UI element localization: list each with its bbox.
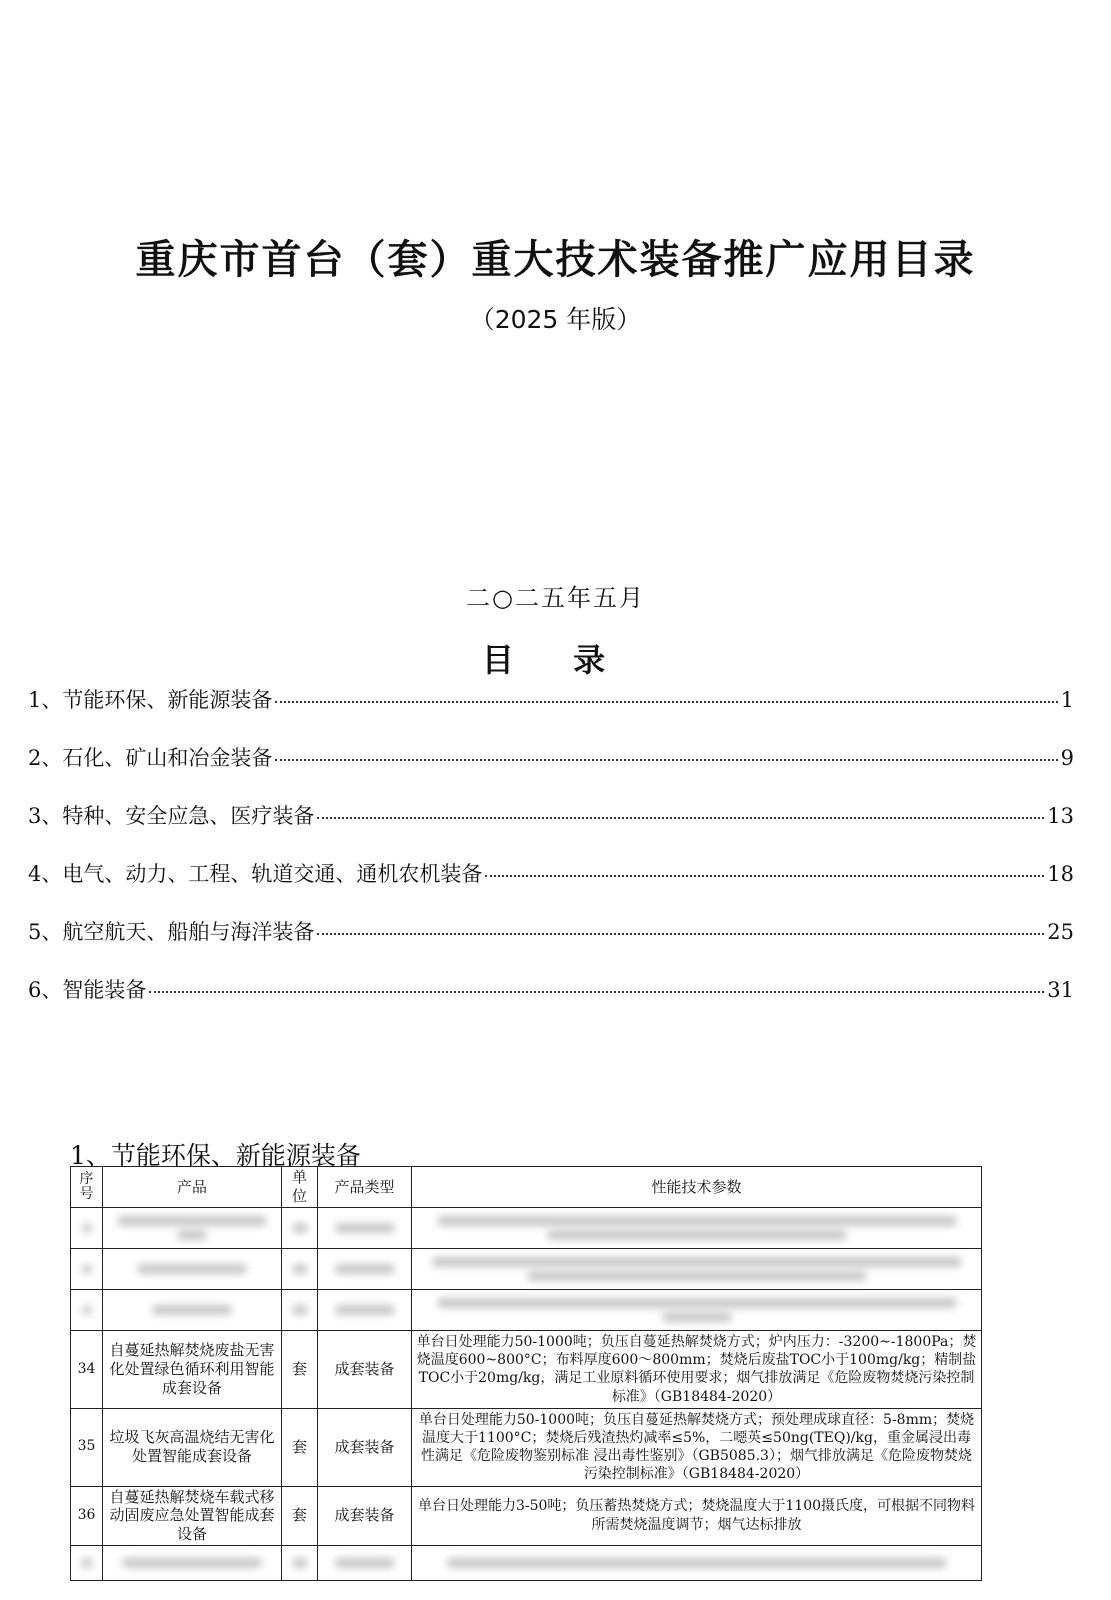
redacted-cell [412, 1249, 982, 1290]
toc-leader-dots [317, 933, 1044, 935]
toc-leader-dots [317, 817, 1044, 819]
equipment-table [70, 1166, 982, 1581]
toc-item-number: 5、 [28, 920, 63, 944]
row-type: 成套装备 [318, 1486, 412, 1545]
toc-item-label: 石化、矿山和冶金装备 [62, 746, 273, 770]
document-title: 重庆市首台（套）重大技术装备推广应用目录 [135, 236, 976, 283]
toc-item-page: 25 [1047, 920, 1074, 944]
redacted-cell [318, 1545, 412, 1580]
edition-label: （2025 年版） [469, 305, 642, 334]
redacted-cell [412, 1208, 982, 1249]
redacted-cell [103, 1208, 282, 1249]
row-type: 成套装备 [318, 1408, 412, 1486]
redacted-cell [282, 1249, 318, 1290]
table-row [71, 1331, 982, 1409]
header-params: 性能技术参数 [412, 1167, 982, 1208]
toc-item[interactable] [28, 858, 1074, 916]
toc-item[interactable] [28, 974, 1074, 1032]
header-unit: 单位 [282, 1167, 318, 1208]
toc-item-label: 电气、动力、工程、轨道交通、通机农机装备 [62, 862, 483, 886]
redacted-cell [103, 1290, 282, 1331]
table-header-row [71, 1167, 982, 1208]
row-seq: 34 [71, 1331, 103, 1409]
toc-item-page: 18 [1047, 862, 1074, 886]
toc-leader-dots [275, 759, 1057, 761]
redacted-cell [412, 1290, 982, 1331]
row-params: 单台日处理能力50-1000吨；负压自蔓延热解焚烧方式；预处理成球直径：5-8mm；焚烧温度大于1100°C；焚烧后残渣热灼减率≤5%，二噁英≤50ng(TEQ)/kg，重金属浸出毒性满足《危险废物鉴别标准 浸出毒性鉴别》（GB5085.3）；烟气排放满足《危险废物焚烧污染控制标准》（GB18484-2020） [412, 1408, 982, 1486]
redacted-cell [282, 1290, 318, 1331]
toc-item-number: 1、 [28, 688, 63, 712]
redacted-cell [103, 1545, 282, 1580]
toc-item-page: 13 [1047, 804, 1074, 828]
redacted-row [71, 1545, 982, 1580]
header-seq: 序号 [71, 1167, 103, 1208]
toc-item-page: 31 [1047, 978, 1074, 1002]
redacted-cell [71, 1545, 103, 1580]
table-row [71, 1408, 982, 1486]
equipment-table-wrapper [70, 1166, 981, 1581]
table-of-contents [28, 684, 1074, 1032]
redacted-cell [318, 1249, 412, 1290]
redacted-cell [71, 1249, 103, 1290]
toc-item-label: 智能装备 [62, 978, 147, 1002]
toc-item[interactable] [28, 800, 1074, 858]
toc-item-label: 节能环保、新能源装备 [62, 688, 273, 712]
row-type: 成套装备 [318, 1331, 412, 1409]
row-unit: 套 [282, 1408, 318, 1486]
row-params: 单台日处理能力50-1000吨；负压自蔓延热解焚烧方式；炉内压力：-3200~-1800Pa；焚烧温度600~800°C；布料厚度600～800mm；焚烧后废盐TOC小于100mg/kg；精制盐TOC小于20mg/kg，满足工业原料循环使用要求；烟气排放满足《危险废物焚烧污染控制标准》（GB18484-2020） [412, 1331, 982, 1409]
toc-item-page: 1 [1060, 688, 1074, 712]
header-type: 产品类型 [318, 1167, 412, 1208]
redacted-row [71, 1249, 982, 1290]
toc-leader-dots [275, 701, 1057, 703]
section-heading: 1、节能环保、新能源装备 [70, 1141, 361, 1170]
row-unit: 套 [282, 1486, 318, 1545]
row-product: 垃圾飞灰高温烧结无害化处置智能成套设备 [103, 1408, 282, 1486]
toc-item-number: 6、 [28, 978, 63, 1002]
table-row [71, 1486, 982, 1545]
toc-leader-dots [149, 991, 1044, 993]
toc-item-page: 9 [1060, 746, 1074, 770]
toc-item-label: 航空航天、船舶与海洋装备 [62, 920, 315, 944]
redacted-cell [103, 1249, 282, 1290]
toc-item[interactable] [28, 684, 1074, 742]
redacted-cell [282, 1545, 318, 1580]
toc-item[interactable] [28, 742, 1074, 800]
redacted-cell [318, 1208, 412, 1249]
redacted-cell [282, 1208, 318, 1249]
toc-item-number: 2、 [28, 746, 63, 770]
publication-date: 二○二五年五月 [466, 584, 645, 612]
toc-item-label: 特种、安全应急、医疗装备 [62, 804, 315, 828]
row-params: 单台日处理能力3-50吨；负压蓄热焚烧方式；焚烧温度大于1100摄氏度，可根据不同物料所需焚烧温度调节；烟气达标排放 [412, 1486, 982, 1545]
toc-leader-dots [485, 875, 1044, 877]
redacted-cell [71, 1208, 103, 1249]
redacted-cell [318, 1290, 412, 1331]
toc-heading: 目 录 [481, 641, 630, 679]
header-product: 产品 [103, 1167, 282, 1208]
redacted-cell [412, 1545, 982, 1580]
row-product: 自蔓延热解焚烧车载式移动固废应急处置智能成套设备 [103, 1486, 282, 1545]
toc-item-number: 3、 [28, 804, 63, 828]
redacted-row [71, 1208, 982, 1249]
redacted-row [71, 1290, 982, 1331]
row-seq: 36 [71, 1486, 103, 1545]
row-product: 自蔓延热解焚烧废盐无害化处置绿色循环利用智能成套设备 [103, 1331, 282, 1409]
row-seq: 35 [71, 1408, 103, 1486]
row-unit: 套 [282, 1331, 318, 1409]
redacted-cell [71, 1290, 103, 1331]
toc-item-number: 4、 [28, 862, 63, 886]
toc-item[interactable] [28, 916, 1074, 974]
